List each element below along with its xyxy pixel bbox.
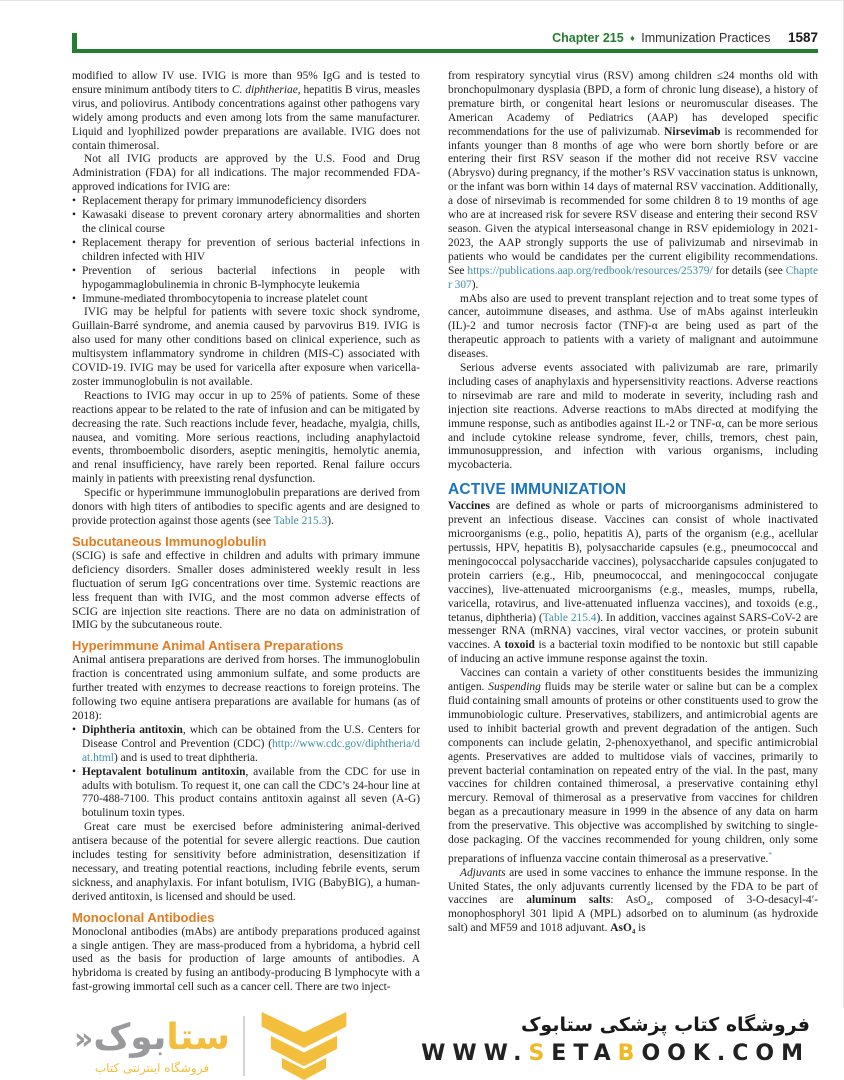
diamond-icon: ♦ <box>630 33 635 43</box>
store-title: فروشگاه کتاب پزشکی ستابوک <box>520 1014 810 1036</box>
wordmark-gray-part: بوک <box>93 1016 167 1058</box>
logo-wordmark-block <box>74 1018 230 1075</box>
section-heading: Hyperimmune Animal Antisera Preparations <box>72 638 344 654</box>
bullet-icon: • <box>72 765 76 778</box>
bullet-item: • Replacement therapy for primary immunodeficiency disorders <box>72 195 367 208</box>
inline-link[interactable]: Table 215.3 <box>273 515 328 527</box>
paragraph: Not all IVIG products are approved by the U.S. Food and Drug Administration (FDA) for all indications. The major recommended FDA-approved indications for IVIG are: <box>72 153 420 194</box>
website-segment: WWW. <box>421 1041 529 1066</box>
paragraph: modified to allow IV use. IVIG is more than 95% IgG and is tested to ensure minimum antibody titers to C. diphtheriae, hepatitis B virus, measles virus, and poliovirus. Antibody concentrations against other pathogens vary widely among products and even among lots from the same manufacturer. Liquid and lyophilized powder preparations are available. IVIG does not contain thimerosal. <box>72 70 420 152</box>
text-segment: C. diphtheriae, <box>231 83 301 96</box>
text-segment: Heptavalent botulinum antitoxin <box>82 765 246 778</box>
text-segment: AsO₄ <box>610 922 636 935</box>
setabook-chevron-icon <box>258 1010 350 1080</box>
watermark-footer <box>0 1008 844 1080</box>
website-segment: S <box>528 1041 552 1066</box>
paragraph: Great care must be exercised before administering animal-derived antisera because of the potential for severe allergic reactions. Due caution includes testing for sensitivity before administration, desensitization if necessary, and treating potential reactions, including febrile events, serum sickness, and anaphylaxis. For infant botulism, IVIG (BabyBIG), a human-derived antitoxin, is licensed and should be used. <box>72 821 420 903</box>
store-website[interactable] <box>421 1038 810 1070</box>
page-number: 1587 <box>787 30 818 45</box>
inline-link[interactable]: http://www.cdc.gov/diphtheria/dat.html <box>82 737 420 764</box>
paragraph: Serious adverse events associated with palivizumab are rare, primarily including cases of anaphylaxis and hypersensitivity reactions. Adverse reactions to nirsevimab are rare and mild to moderate in severity, including rash and injection site reactions. Adverse reactions to mAbs directed at modifying the immune response, such as antibodies against IL-2 or TNF-α, can be more serious and include cytokine release syndrome, fever, chills, tremors, chest pain, immunosuppression, and infection with various organisms, including mycobacteria. <box>448 362 818 472</box>
footnote-marker: * <box>768 849 773 859</box>
text-segment: Diphtheria antitoxin <box>82 723 183 736</box>
page-body <box>72 70 818 1008</box>
text-segment: Adjuvants <box>460 866 506 879</box>
bullet-item: • Prevention of serious bacterial infections in people with hypogammaglobulinemia in chronic B-lymphocyte leukemia <box>72 264 420 291</box>
chapter-title: Immunization Practices <box>641 31 771 45</box>
section-heading: Subcutaneous Immunoglobulin <box>72 533 267 549</box>
bullet-item: • Diphtheria antitoxin, which can be obtained from the U.S. Centers for Disease Control and Prevention (CDC) (http://www.cdc.gov/diphtheria/dat.html) and is used to treat diphtheria. <box>72 723 421 764</box>
text-segment: Vaccines <box>448 500 490 513</box>
page-header <box>552 30 818 45</box>
bullet-icon: • <box>72 264 76 277</box>
inline-link[interactable]: https://publications.aap.org/redbook/resources/25379/ <box>467 264 713 277</box>
paragraph: Reactions to IVIG may occur in up to 25% of patients. Some of these reactions appear to be related to the rate of infusion and can be mitigated by decreasing the rate. Such reactions include fever, headache, myalgia, chills, nausea, and vomiting. More serious reactions, including anaphylactoid events, thromboembolic disorders, aseptic meningitis, hemolytic anemia, and renal insufficiency, have rarely been reported. Renal failure occurs mainly in patients with preexisting renal dysfunction. <box>72 389 420 486</box>
paragraph: Vaccines can contain a variety of other constituents besides the immunizing antigen. Suspending fluids may be sterile water or saline but can be a complex fluid containing small amounts of proteins or other constituents used to grow the immunobiologic culture. Preservatives, stabilizers, and antimicrobial agents are used to inhibit bacterial growth and prevent degradation of the antigen. Such components can include gelatin, 2-phenoxyethanol, and specific antimicrobial agents. Preservatives are added to multidose vials of vaccines, primarily to prevent bacterial contamination on repeated entry of the vial. In the past, many vaccines for children contained thimerosal, a preservative containing ethyl mercury. Removal of thimerosal as a preservative from vaccines for children began as a precautionary measure in 1999 in the absence of any data on harm from the preservative. This objective was accomplished by switching to single-dose packaging. Of the vaccines recommended for young children, only some preparations of influenza vaccine contain thimerosal as a preservative.* <box>448 667 818 865</box>
paragraph: Monoclonal antibodies (mAbs) are antibody preparations produced against a single antigen. They are mass-produced from a hybridoma, a hybrid cell used as the basis for production of large amounts of antibodies. A hybridoma is created by fusing an antibody-producing B lymphocyte with a fast-growing immortal cell such as a cancer cell. There are two inject- <box>72 925 420 994</box>
inline-link[interactable]: Table 215.4 <box>542 611 597 624</box>
logo-divider <box>243 1016 245 1076</box>
bullet-icon: • <box>72 195 76 208</box>
bullet-item: • Heptavalent botulinum antitoxin, available from the CDC for use in adults with botulism. To request it, one can call the CDC’s 24-hour line at 770-488-7100. This product contains antitoxin against all seven (A-G) botulinum toxin types. <box>72 765 420 820</box>
paragraph: from respiratory syncytial virus (RSV) among children ≤24 months old with bronchopulmonary dysplasia (BPD, a form of chronic lung disease), a history of premature birth, or congenital heart lesions or neuromuscular diseases. The American Academy of Pediatrics (AAP) has developed specific recommendations for the use of palivizumab. Nirsevimab is recommended for infants younger than 8 months of age who were born shortly before or are entering their first RSV season if the mother did not receive RSV vaccine (Abrysvo) during pregnancy, if the mother’s RSV vaccination status is unknown, or the infant was born within 14 days of maternal RSV vaccination. Additionally, a dose of nirsevimab is recommended for some children 8 to 19 months of age who are at increased risk for severe RSV disease and entering their second RSV season. Given the atypical interseasonal change in RSV epidemiology in 2021-2023, the AAP strongly supports the use of palivizumab and nirsevimab in patients who would be candidates per the current eligibility recommendations. See https://publications.aap.org/redbook/resources/25379/ for details (see Chapter 307). <box>448 70 818 291</box>
bullet-item: • Kawasaki disease to prevent coronary artery abnormalities and shorten the clinical course <box>72 209 420 235</box>
paragraph: Animal antisera preparations are derived from horses. The immunoglobulin fraction is concentrated using ammonium sulfate, and some products are further treated with enzymes to decrease reactions to foreign proteins. The following two equine antisera preparations are available for humans (as of 2018): <box>72 654 420 722</box>
website-segment: OOK.COM <box>641 1041 810 1066</box>
chapter-label: Chapter 215 <box>552 31 624 45</box>
bullet-icon: • <box>72 236 76 249</box>
wordmark-yellow-part: ستا <box>166 1016 230 1058</box>
bullet-item: • Replacement therapy for prevention of serious bacterial infections in children infected with HIV <box>72 236 420 263</box>
section-heading: Monoclonal Antibodies <box>72 909 215 925</box>
paragraph: (SCIG) is safe and effective in children and adults with primary immune deficiency disorders. Smaller doses administered weekly result in less fluctuation of serum IgG concentrations over time. Systemic reactions are less frequent than with IVIG, and the most common adverse effects of SCIG are injection site reactions. There are no data on administration of IMIG by the subcutaneous route. <box>72 549 420 632</box>
text-segment: Suspending <box>488 681 541 694</box>
text-segment: aluminum salts <box>526 894 611 907</box>
paragraph: Vaccines are defined as whole or parts of microorganisms administered to prevent an infectious disease. Vaccines can consist of whole inactivated microorganisms (e.g., polio, hepatitis A), parts of the organism (e.g., acellular pertussis, HPV, hepatitis B), polysaccharide capsules (e.g., pneumococcal and meningococcal polysaccharide vaccines), polysaccharide capsules conjugated to protein carriers (e.g., Hib, pneumococcal, and meningococcal conjugate vaccines), live-attenuated microorganisms (e.g., measles, mumps, rubella, varicella, rotavirus, and live-attenuated influenza vaccines), and toxoids (e.g., tetanus, diphtheria) (Table 215.4). In addition, vaccines against SARS-CoV-2 are messenger RNA (mRNA) vaccines, viral vector vaccines, or protein subunit vaccines. A toxoid is a bacterial toxin modified to be nontoxic but still capable of inducing an active immune response against the toxin. <box>448 500 818 666</box>
header-green-rule <box>72 49 818 53</box>
column-right <box>448 70 818 1008</box>
logo-tagline: فروشگاه اینترنتی کتاب <box>94 1060 210 1075</box>
bullet-item: • Immune-mediated thrombocytopenia to increase platelet count <box>72 292 368 305</box>
bullet-icon: • <box>72 723 76 736</box>
text-segment: toxoid <box>504 639 535 652</box>
bullet-icon: • <box>72 292 76 305</box>
column-left <box>72 70 420 1008</box>
bottom-fade <box>72 999 818 1008</box>
paragraph: Specific or hyperimmune immunoglobulin preparations are derived from donors with high titers of antibodies to specific agents and are designed to provide protection against those agents (see Table 215.3). <box>72 487 420 527</box>
bullet-icon: • <box>72 209 76 222</box>
setabook-logo <box>74 1010 350 1080</box>
paragraph: mAbs also are used to prevent transplant rejection and to treat some types of cancer, autoimmune diseases, and asthma. Use of mAbs against interleukin (IL)-2 and tumor necrosis factor (TNF)-α are being used as part of the therapeutic approach to patients with a variety of malignant and autoimmune diseases. <box>448 292 818 361</box>
inline-link[interactable]: Chapter 307 <box>448 264 818 291</box>
website-segment: ETA <box>551 1041 618 1066</box>
wordmark-guillemet: « <box>74 1021 94 1057</box>
paragraph: Adjuvants are used in some vaccines to enhance the immune response. In the United States, the only adjuvants currently licensed by the FDA to be part of vaccines are aluminum salts: AsO₄, composed of 3-O-desacyl-4′-monophosphoryl 301 lipid A (MPL) adsorbed on to aluminum (as hydroxide salt) and MF59 and 1018 adjuvant. AsO₄ is <box>448 866 818 935</box>
text-segment: Nirsevimab <box>664 125 721 138</box>
store-block <box>421 1012 810 1070</box>
website-segment: B <box>617 1041 642 1066</box>
section-heading: ACTIVE IMMUNIZATION <box>448 481 627 499</box>
logo-wordmark <box>74 1018 230 1060</box>
paragraph: IVIG may be helpful for patients with severe toxic shock syndrome, Guillain-Barré syndrome, and anemia caused by parvovirus B19. IVIG is also used for many other conditions based on clinical experience, such as multisystem inflammatory syndrome in children (MIS-C) associated with COVID-19. IVIG may be used for varicella after exposure when varicella-zoster immunoglobulin is not available. <box>72 306 420 388</box>
